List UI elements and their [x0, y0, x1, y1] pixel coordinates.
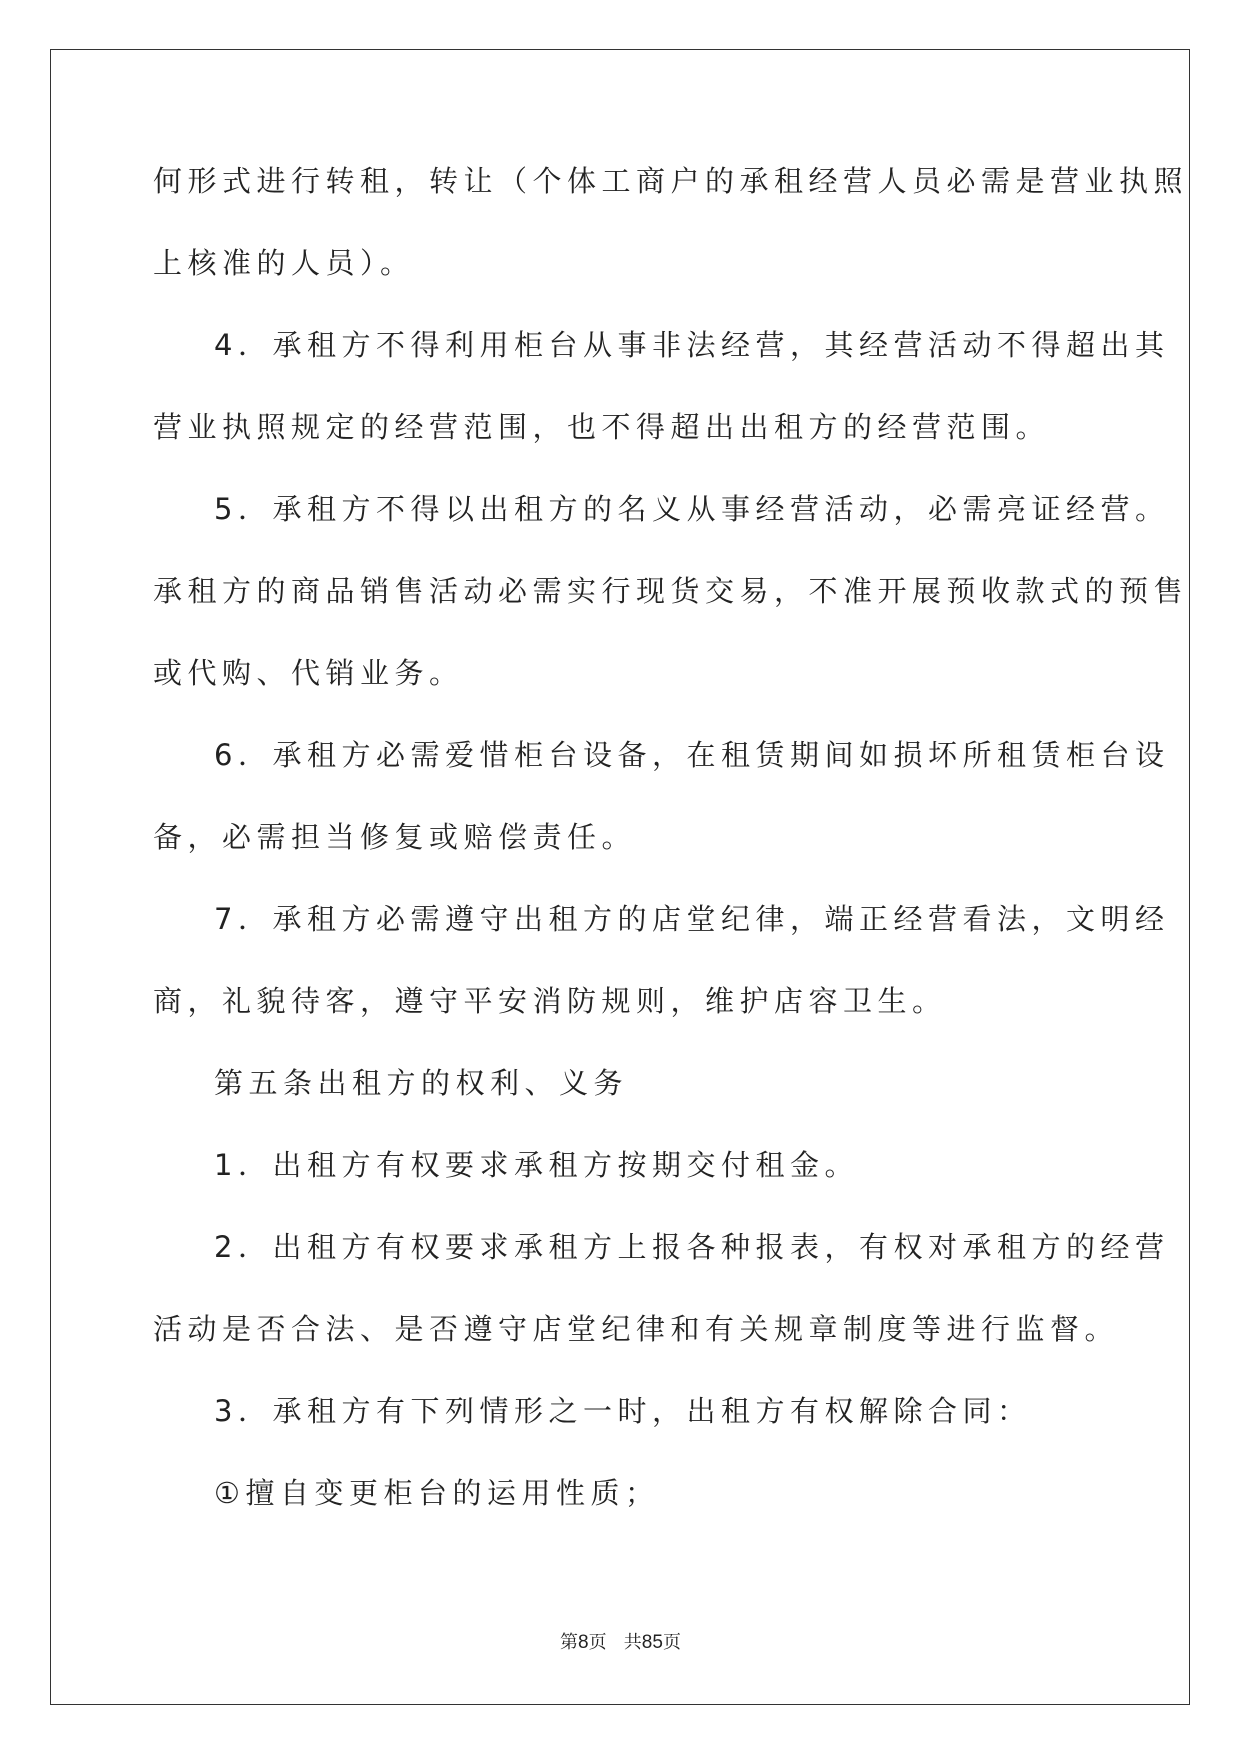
text-line: 商，礼貌待客，遵守平安消防规则，维护店容卫生。 [153, 984, 947, 1018]
document-body [153, 160, 1189, 1554]
page-number: 8 [578, 1632, 589, 1653]
page-suffix: 页 [588, 1632, 607, 1653]
page-footer [0, 1628, 1241, 1654]
text-line: ①擅自变更柜台的运用性质； [214, 1476, 660, 1510]
text-line: 5．承租方不得以出租方的名义从事经营活动，必需亮证经营。 [214, 492, 1170, 526]
section-heading: 第五条出租方的权利、义务 [214, 1066, 629, 1100]
text-line: 7．承租方必需遵守出租方的店堂纪律，端正经营看法，文明经 [214, 902, 1170, 936]
total-suffix: 页 [662, 1632, 681, 1653]
total-pages: 85 [641, 1632, 663, 1653]
text-line: 1．出租方有权要求承租方按期交付租金。 [214, 1148, 859, 1182]
text-line: 备，必需担当修复或赔偿责任。 [153, 820, 637, 854]
text-line: 活动是否合法、是否遵守店堂纪律和有关规章制度等进行监督。 [153, 1312, 1120, 1346]
text-line: 上核准的人员）。 [153, 246, 415, 280]
total-prefix: 共 [623, 1632, 642, 1653]
text-line: 2．出租方有权要求承租方上报各种报表，有权对承租方的经营 [214, 1230, 1170, 1264]
text-line: 或代购、代销业务。 [153, 656, 464, 690]
text-line: 4．承租方不得利用柜台从事非法经营，其经营活动不得超出其 [214, 328, 1170, 362]
text-line: 何形式进行转租，转让（个体工商户的承租经营人员必需是营业执照 [153, 164, 1189, 198]
page-prefix: 第 [560, 1632, 579, 1653]
text-line: 6．承租方必需爱惜柜台设备，在租赁期间如损坏所租赁柜台设 [214, 738, 1170, 772]
text-line: 3．承租方有下列情形之一时，出租方有权解除合同： [214, 1394, 1032, 1428]
text-line: 承租方的商品销售活动必需实行现货交易，不准开展预收款式的预售 [153, 574, 1189, 608]
text-line: 营业执照规定的经营范围，也不得超出出租方的经营范围。 [153, 410, 1051, 444]
